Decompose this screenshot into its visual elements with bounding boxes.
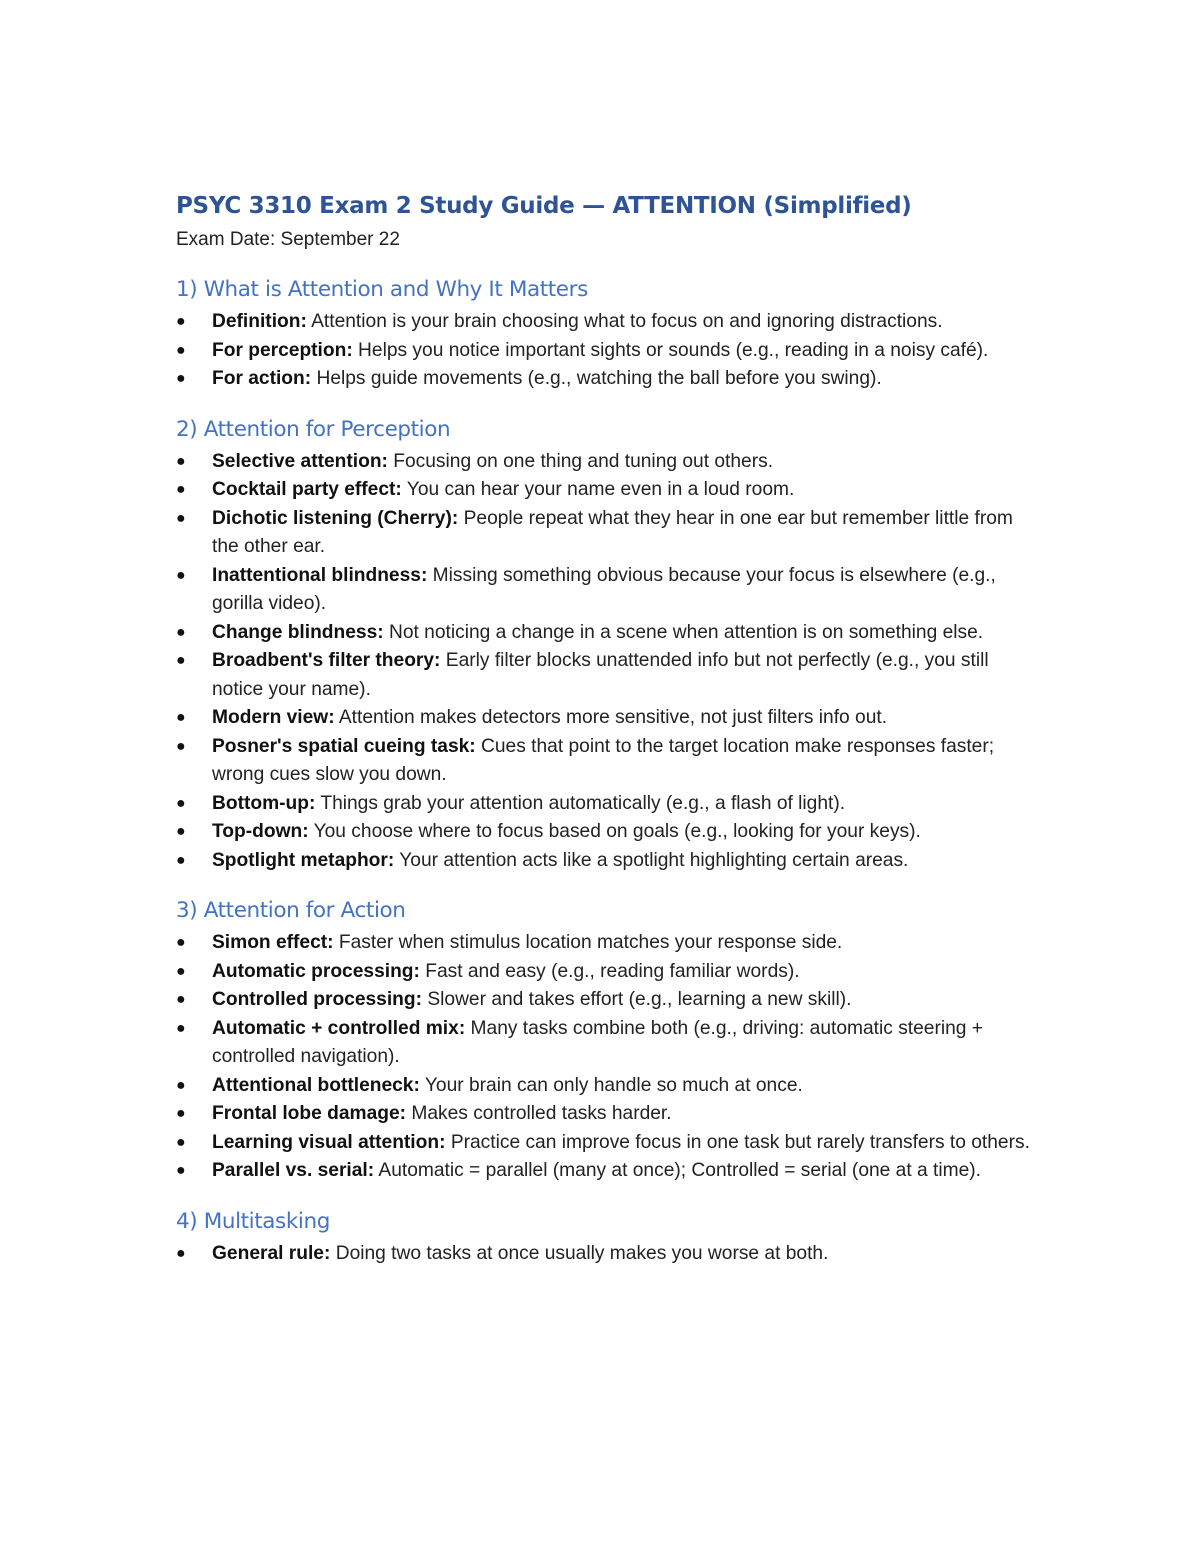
- bullet-icon: ●: [176, 1133, 186, 1151]
- list-item: [176, 562, 1036, 619]
- bullet-icon: ●: [176, 313, 186, 330]
- item-term: Broadbent's filter theory:: [212, 650, 441, 671]
- list-item: [176, 647, 1036, 704]
- item-text: Many tasks combine both (e.g., driving: automatic steering + controlled navigation).: [212, 1017, 984, 1067]
- bullet-icon: ●: [176, 794, 186, 812]
- list-item: [176, 1157, 1036, 1186]
- item-term: Inattentional blindness:: [212, 564, 428, 586]
- item-text: Doing two tasks at once usually makes you worse at both.: [330, 1242, 829, 1264]
- list-item: [176, 505, 1036, 562]
- list-item: [176, 1100, 1036, 1129]
- bullet-list: [176, 929, 1036, 1186]
- list-item: [176, 818, 1036, 847]
- list-item: [176, 619, 1036, 648]
- item-term: Dichotic listening (Cherry):: [212, 507, 459, 529]
- item-text: Faster when stimulus location matches your response side.: [333, 932, 843, 953]
- section-heading: 1) What is Attention and Why It Matters: [176, 277, 588, 302]
- bullet-icon: ●: [176, 1244, 186, 1262]
- item-term: Definition:: [212, 311, 307, 332]
- item-term: Automatic + controlled mix:: [212, 1017, 466, 1039]
- bullet-list: [176, 1240, 1036, 1269]
- exam-date: Exam Date: September 22: [176, 229, 400, 250]
- bullet-icon: ●: [176, 452, 186, 470]
- bullet-icon: ●: [176, 737, 186, 755]
- bullet-list: [176, 308, 1036, 394]
- item-text: Attention is your brain choosing what to focus on and ignoring distractions.: [306, 311, 943, 332]
- bullet-icon: ●: [176, 851, 186, 869]
- item-term: Spotlight metaphor:: [212, 849, 395, 871]
- bullet-icon: ●: [176, 934, 186, 951]
- item-term: General rule:: [212, 1242, 331, 1264]
- item-text: You can hear your name even in a loud room.: [401, 479, 795, 500]
- item-text: Fast and easy (e.g., reading familiar words).: [419, 960, 800, 982]
- item-text: Automatic = parallel (many at once); Controlled = serial (one at a time).: [374, 1160, 981, 1181]
- bullet-icon: ●: [176, 481, 186, 498]
- item-term: For action:: [212, 368, 312, 389]
- item-text: Practice can improve focus in one task but rarely transfers to others.: [445, 1131, 1030, 1153]
- list-item: [176, 448, 1036, 477]
- item-term: Parallel vs. serial:: [212, 1160, 375, 1181]
- section-heading: 2) Attention for Perception: [176, 416, 451, 442]
- bullet-icon: ●: [176, 370, 186, 387]
- list-item: [176, 337, 1036, 366]
- item-text: Makes controlled tasks harder.: [406, 1103, 672, 1124]
- bullet-icon: ●: [176, 1105, 186, 1122]
- list-item: [176, 365, 1036, 394]
- item-text: Focusing on one thing and tuning out others.: [387, 450, 774, 472]
- list-item: [176, 847, 1036, 876]
- list-item: [176, 476, 1036, 505]
- bullet-icon: ●: [176, 1019, 186, 1037]
- list-item: [176, 790, 1036, 819]
- list-item: [176, 986, 1036, 1015]
- item-text: Early filter blocks unattended info but not perfectly (e.g., you still notice your name).: [212, 650, 989, 700]
- item-text: People repeat what they hear in one ear but remember little from the other ear.: [212, 507, 1013, 557]
- item-text: Cues that point to the target location make responses faster; wrong cues slow you down.: [212, 735, 995, 785]
- item-term: Automatic processing:: [212, 960, 420, 982]
- item-term: Posner's spatial cueing task:: [212, 735, 476, 757]
- bullet-icon: ●: [176, 991, 186, 1008]
- list-item: [176, 1072, 1036, 1101]
- bullet-icon: ●: [176, 1076, 186, 1094]
- item-term: Modern view:: [212, 707, 335, 728]
- list-item: [176, 1015, 1036, 1072]
- item-text: Things grab your attention automatically (e.g., a flash of light).: [315, 792, 846, 814]
- bullet-icon: ●: [176, 709, 186, 726]
- bullet-list: [176, 448, 1036, 876]
- item-term: Attentional bottleneck:: [212, 1074, 420, 1096]
- document-title: PSYC 3310 Exam 2 Study Guide — ATTENTION (Simplified): [176, 193, 912, 219]
- item-term: Cocktail party effect:: [212, 479, 402, 500]
- list-item: [176, 308, 1036, 337]
- item-term: Simon effect:: [212, 932, 334, 953]
- list-item: [176, 929, 1036, 958]
- list-item: [176, 733, 1036, 790]
- list-item: [176, 958, 1036, 987]
- item-term: Controlled processing:: [212, 989, 423, 1010]
- item-text: Your attention acts like a spotlight highlighting certain areas.: [394, 849, 909, 871]
- bullet-icon: ●: [176, 623, 186, 641]
- item-term: Change blindness:: [212, 621, 384, 643]
- item-text: Helps you notice important sights or sounds (e.g., reading in a noisy café).: [352, 339, 989, 361]
- item-term: For perception:: [212, 339, 353, 361]
- section-heading: 4) Multitasking: [176, 1208, 330, 1234]
- item-term: Selective attention:: [212, 450, 388, 472]
- bullet-icon: ●: [176, 509, 186, 527]
- item-term: Top-down:: [212, 821, 309, 842]
- bullet-icon: ●: [176, 962, 186, 980]
- list-item: [176, 1129, 1036, 1158]
- item-text: Not noticing a change in a scene when attention is on something else.: [383, 621, 984, 643]
- item-text: Helps guide movements (e.g., watching the ball before you swing).: [311, 368, 882, 389]
- item-text: Missing something obvious because your focus is elsewhere (e.g., gorilla video).: [212, 564, 996, 614]
- item-text: Your brain can only handle so much at once.: [419, 1074, 803, 1096]
- list-item: [176, 704, 1036, 733]
- bullet-icon: ●: [176, 823, 186, 840]
- item-text: Attention makes detectors more sensitive, not just filters info out.: [334, 707, 888, 728]
- item-term: Learning visual attention:: [212, 1131, 446, 1153]
- bullet-icon: ●: [176, 652, 186, 669]
- document-page: [176, 190, 1036, 1268]
- bullet-icon: ●: [176, 341, 186, 359]
- item-text: Slower and takes effort (e.g., learning a new skill).: [422, 989, 852, 1010]
- section-heading: 3) Attention for Action: [176, 898, 406, 923]
- item-term: Frontal lobe damage:: [212, 1103, 407, 1124]
- item-term: Bottom-up:: [212, 792, 316, 814]
- bullet-icon: ●: [176, 566, 186, 584]
- item-text: You choose where to focus based on goals (e.g., looking for your keys).: [308, 821, 921, 842]
- section-list: [176, 274, 1036, 1268]
- bullet-icon: ●: [176, 1162, 186, 1179]
- list-item: [176, 1240, 1036, 1269]
